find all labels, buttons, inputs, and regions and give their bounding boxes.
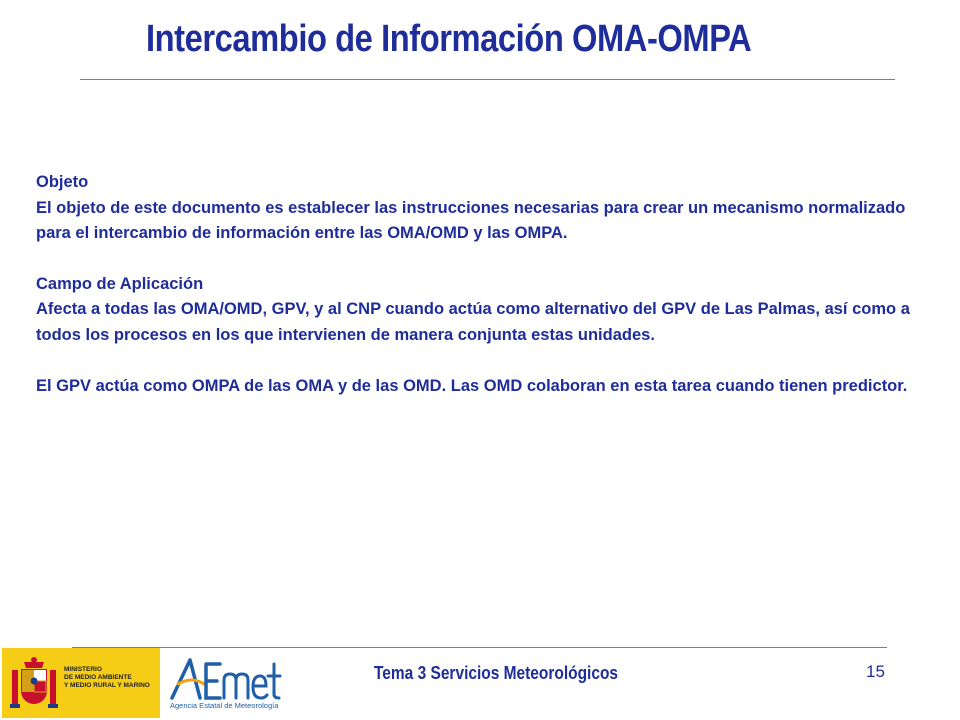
spain-coat-of-arms-icon <box>8 656 60 712</box>
ministry-text: MINISTERIO DE MEDIO AMBIENTE Y MEDIO RURAL Y MARINO <box>64 666 150 689</box>
page-number: 15 <box>866 662 885 681</box>
title-divider <box>80 79 895 80</box>
footer-title: Tema 3 Servicios Meteorológicos <box>374 663 619 683</box>
aemet-subtitle: Agencia Estatal de Meteorología <box>170 701 279 710</box>
slide-title: Intercambio de Información OMA-OMPA <box>146 18 752 60</box>
aemet-logo <box>168 654 288 718</box>
footer-divider <box>72 647 887 648</box>
objeto-text: El objeto de este documento es establecer las instrucciones necesarias para crear un mecanismo normalizado para el intercambio de información entre las OMA/OMD y las OMPA. <box>36 198 906 242</box>
ministry-logo <box>2 648 160 718</box>
section-heading-objeto: Objeto <box>36 173 89 191</box>
slide-body <box>36 170 916 400</box>
campo-text: Afecta a todas las OMA/OMD, GPV, y al CNP cuando actúa como alternativo del GPV de Las Palmas, así como a todos los procesos en los que intervienen de manera conjunta estas unidades. <box>36 300 910 344</box>
gpv-text: El GPV actúa como OMPA de las OMA y de las OMD. Las OMD colaboran en esta tarea cuando tienen predictor. <box>36 377 908 395</box>
aemet-logo-icon <box>168 654 288 702</box>
section-heading-campo: Campo de Aplicación <box>36 274 204 293</box>
